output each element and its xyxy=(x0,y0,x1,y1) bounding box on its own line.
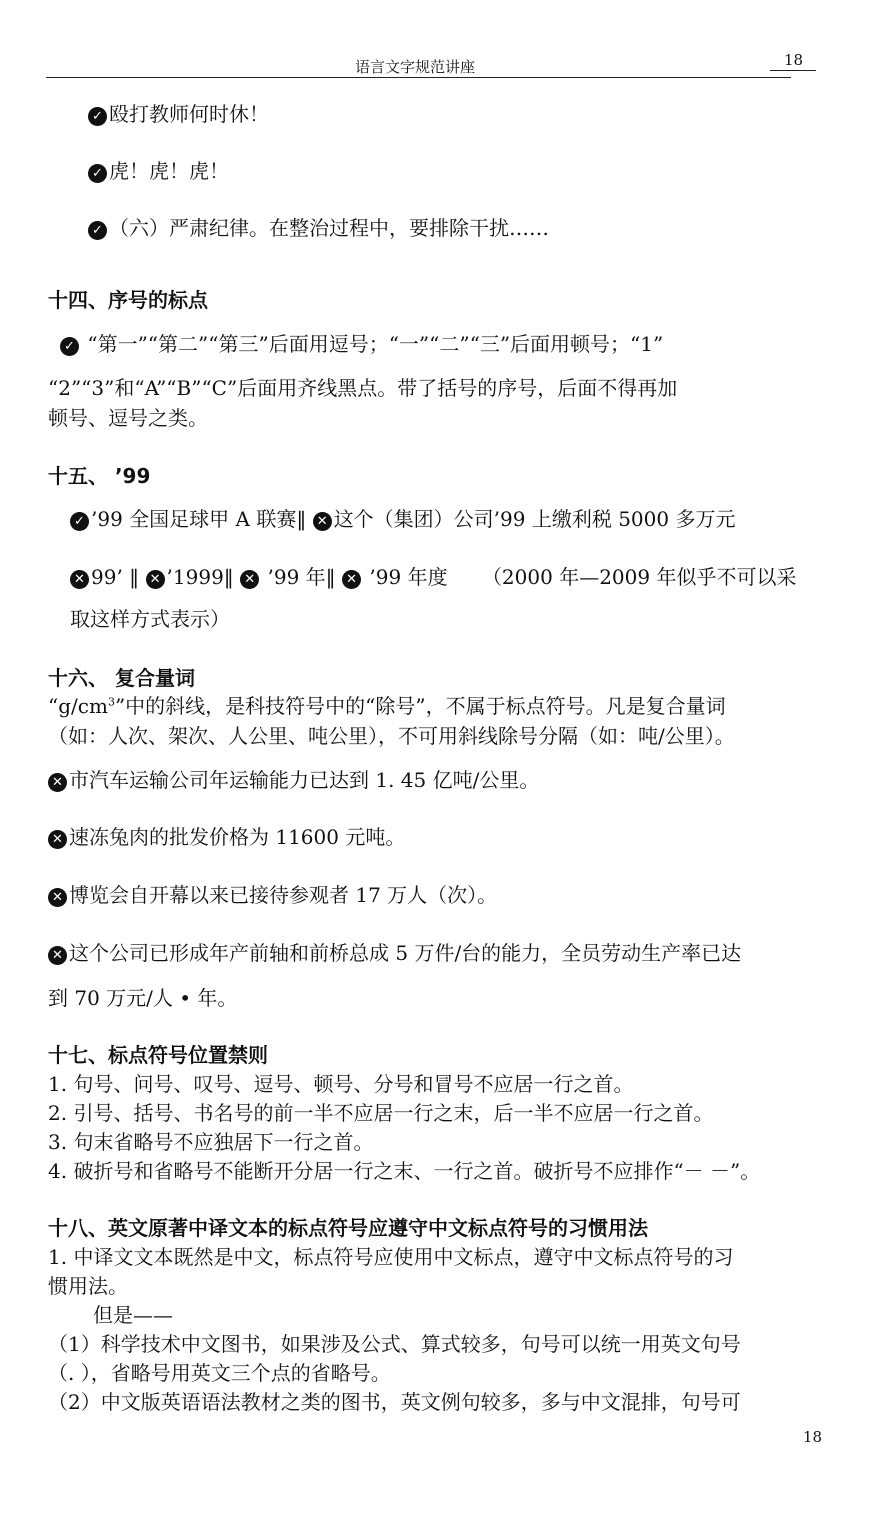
check-circle-icon: ✓ xyxy=(88,221,107,240)
paragraph-line: 惯用法。 xyxy=(48,1274,128,1298)
section-heading: 十七、标点符号位置禁则 xyxy=(48,1043,268,1067)
check-circle-icon: ✓ xyxy=(88,164,107,183)
paragraph-line: 1. 中译文文本既然是中文，标点符号应使用中文标点，遵守中文标点符号的习 xyxy=(48,1245,734,1269)
paragraph-line: “2”“3”和“A”“B”“C”后面用齐线黑点。带了括号的序号，后面不得再加 xyxy=(48,376,678,400)
footer-page-number: 18 xyxy=(803,1428,823,1446)
example-line: ✕ 速冻兔肉的批发价格为 11600 元吨。 xyxy=(48,821,405,850)
cross-circle-icon: ✕ xyxy=(146,570,165,589)
example-line: ✕ 这个公司已形成年产前轴和前桥总成 5 万件/台的能力，全员劳动生产率已达 xyxy=(48,937,741,966)
cross-circle-icon: ✕ xyxy=(240,570,259,589)
check-circle-icon: ✓ xyxy=(88,107,107,126)
list-item: 3. 句末省略号不应独居下一行之首。 xyxy=(48,1130,374,1154)
cross-circle-icon: ✕ xyxy=(70,570,89,589)
section-heading: 十五、 ’99 xyxy=(48,464,151,488)
check-circle-icon: ✓ xyxy=(70,512,89,531)
header-page-number: 18 xyxy=(784,51,804,69)
paragraph-line: （如：人次、架次、人公里、吨公里），不可用斜线除号分隔（如：吨/公里）。 xyxy=(48,724,735,748)
section-heading: 十四、序号的标点 xyxy=(48,288,208,312)
paragraph-line: （. ），省略号用英文三个点的省略号。 xyxy=(48,1361,391,1385)
list-item: 4. 破折号和省略号不能断开分居一行之末、一行之首。破折号不应排作“－ －”。 xyxy=(48,1159,761,1183)
cross-circle-icon: ✕ xyxy=(48,830,67,849)
cross-circle-icon: ✕ xyxy=(313,512,332,531)
example-line: ✕ 99’ ‖ ✕ ’1999‖ ✕ ’99 年‖ ✕ ’99 年度 （2000 年—2009 年似乎不可以采 xyxy=(70,561,796,590)
check-circle-icon: ✓ xyxy=(60,337,79,356)
section-heading: 十八、英文原著中译文本的标点符号应遵守中文标点符号的习惯用法 xyxy=(48,1216,648,1240)
cross-circle-icon: ✕ xyxy=(48,888,67,907)
paragraph-line: 顿号、逗号之类。 xyxy=(48,406,208,430)
paragraph-line: 取这样方式表示） xyxy=(70,607,230,631)
example-line: ✕ 博览会自开幕以来已接待参观者 17 万人（次）。 xyxy=(48,879,497,908)
list-item: 1. 句号、问号、叹号、逗号、顿号、分号和冒号不应居一行之首。 xyxy=(48,1072,634,1096)
paragraph-line: （1）科学技术中文图书，如果涉及公式、算式较多，句号可以统一用英文句号 xyxy=(48,1332,741,1356)
example-line: ✓ 殴打教师何时休！ xyxy=(88,98,269,127)
running-header-title: 语言文字规范讲座 xyxy=(355,58,476,76)
example-line: ✓ ’99 全国足球甲 A 联赛‖ ✕ 这个（集团）公司’99 上缴利税 5000 多万元 xyxy=(70,503,735,532)
list-item: 2. 引号、括号、书名号的前一半不应居一行之末，后一半不应居一行之首。 xyxy=(48,1101,714,1125)
paragraph-line: 但是—— xyxy=(93,1303,173,1327)
cross-circle-icon: ✕ xyxy=(48,946,67,965)
paragraph-line: “$g/cm^3$”中的斜线，是科技符号中的“除号”，不属于标点符号。凡是复合量词 xyxy=(48,694,726,718)
header-page-number-underline xyxy=(770,70,816,71)
paragraph-line: （2）中文版英语语法教材之类的图书，英文例句较多，多与中文混排，句号可 xyxy=(48,1390,741,1414)
cross-circle-icon: ✕ xyxy=(48,773,67,792)
cross-circle-icon: ✕ xyxy=(342,570,361,589)
header-rule xyxy=(46,77,791,78)
section-heading: 十六、 复合量词 xyxy=(48,666,195,690)
example-line: ✓ 虎！虎！虎！ xyxy=(88,155,229,184)
paragraph-line: ✓ “第一”“第二”“第三”后面用逗号；“一”“二”“三”后面用顿号；“1” xyxy=(60,328,663,357)
paragraph-line: 到 70 万元/人 • 年。 xyxy=(48,986,238,1010)
example-line: ✕ 市汽车运输公司年运输能力已达到 1. 45 亿吨/公里。 xyxy=(48,764,539,793)
example-line: ✓ （六）严肃纪律。在整治过程中，要排除干扰…… xyxy=(88,212,549,241)
